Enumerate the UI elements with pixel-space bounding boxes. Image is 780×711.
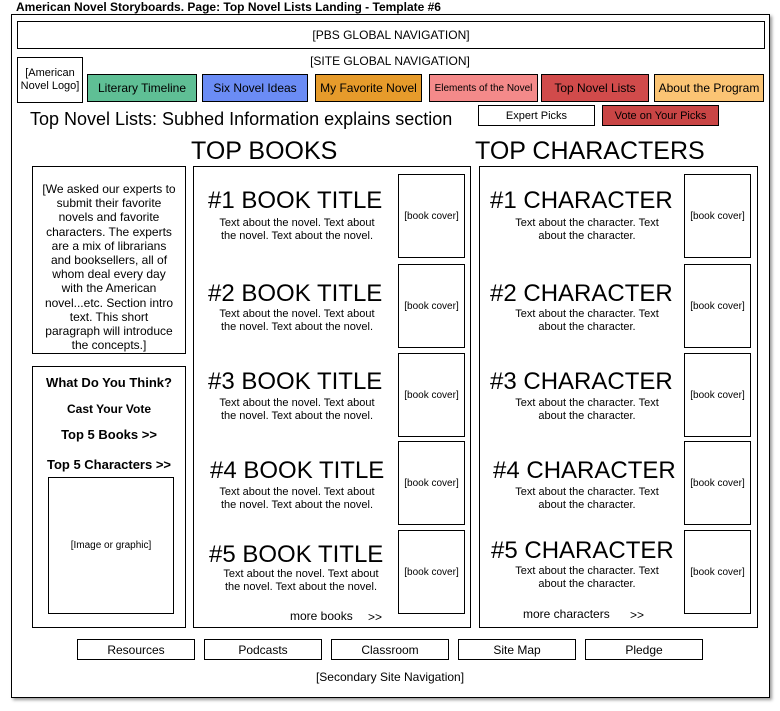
footer-site-map-button[interactable]: Site Map — [458, 639, 576, 660]
cast-your-vote-label: Cast Your Vote — [66, 402, 152, 416]
tab-about-the-program[interactable]: About the Program — [654, 74, 764, 102]
character-text-2: Text about the character. Text about the character. — [515, 308, 659, 333]
more-characters-link[interactable]: more characters — [523, 607, 610, 621]
book-title-2[interactable]: #2 BOOK TITLE — [208, 280, 383, 307]
character-text-1: Text about the character. Text about the character. — [515, 217, 659, 242]
more-books-arrow[interactable]: >> — [368, 610, 383, 624]
book-title-5[interactable]: #5 BOOK TITLE — [209, 541, 384, 568]
character-title-5[interactable]: #5 CHARACTER — [491, 537, 674, 564]
section-subhead: Top Novel Lists: Subhed Information explains section — [30, 109, 453, 129]
vote-question: What Do You Think? — [46, 375, 172, 390]
top-characters-heading: TOP CHARACTERS — [475, 137, 705, 165]
book-cover-1[interactable]: [book cover] — [398, 174, 465, 258]
character-cover-5[interactable]: [book cover] — [684, 530, 751, 614]
book-text-2: Text about the novel. Text about the novel. Text about the novel. — [219, 308, 375, 333]
pbs-global-navigation[interactable]: [PBS GLOBAL NAVIGATION] — [17, 21, 765, 49]
footer-podcasts-button[interactable]: Podcasts — [204, 639, 322, 660]
book-cover-5[interactable]: [book cover] — [398, 530, 465, 614]
character-text-5: Text about the character. Text about the character. — [515, 565, 659, 590]
top-characters-list — [479, 166, 758, 628]
tab-six-novel-ideas[interactable]: Six Novel Ideas — [202, 74, 308, 102]
secondary-site-navigation[interactable]: [Secondary Site Navigation] — [315, 670, 465, 684]
character-cover-3[interactable]: [book cover] — [684, 353, 751, 437]
tab-top-novel-lists[interactable]: Top Novel Lists — [541, 74, 649, 102]
character-cover-2[interactable]: [book cover] — [684, 264, 751, 348]
footer-resources-button[interactable]: Resources — [77, 639, 195, 660]
footer-pledge-button[interactable]: Pledge — [585, 639, 703, 660]
top-5-books-link[interactable]: Top 5 Books >> — [61, 427, 157, 442]
book-text-1: Text about the novel. Text about the novel. Text about the novel. — [219, 217, 375, 242]
image-placeholder: [Image or graphic] — [48, 477, 174, 614]
tab-literary-timeline[interactable]: Literary Timeline — [87, 74, 197, 102]
book-title-3[interactable]: #3 BOOK TITLE — [208, 368, 383, 395]
book-text-3: Text about the novel. Text about the novel. Text about the novel. — [219, 397, 375, 422]
book-text-4: Text about the novel. Text about the novel. Text about the novel. — [219, 486, 375, 511]
book-title-1[interactable]: #1 BOOK TITLE — [208, 187, 383, 214]
site-logo[interactable]: [American Novel Logo] — [17, 57, 83, 103]
tab-elements-of-the-novel[interactable]: Elements of the Novel — [429, 74, 538, 102]
more-characters-arrow[interactable]: >> — [630, 608, 645, 622]
tab-my-favorite-novel[interactable]: My Favorite Novel — [315, 74, 422, 102]
more-books-link[interactable]: more books — [290, 609, 353, 623]
character-cover-4[interactable]: [book cover] — [684, 441, 751, 525]
book-text-5: Text about the novel. Text about the novel. Text about the novel. — [223, 568, 379, 593]
top-5-characters-link[interactable]: Top 5 Characters >> — [46, 457, 172, 472]
book-cover-4[interactable]: [book cover] — [398, 441, 465, 525]
character-title-1[interactable]: #1 CHARACTER — [490, 187, 673, 214]
book-cover-3[interactable]: [book cover] — [398, 353, 465, 437]
character-title-4[interactable]: #4 CHARACTER — [493, 457, 676, 484]
page-title: American Novel Storyboards. Page: Top Novel Lists Landing - Template #6 — [16, 0, 441, 14]
character-title-3[interactable]: #3 CHARACTER — [490, 368, 673, 395]
footer-classroom-button[interactable]: Classroom — [331, 639, 449, 660]
character-title-2[interactable]: #2 CHARACTER — [490, 280, 673, 307]
top-books-list — [193, 166, 471, 628]
vote-on-your-picks-button[interactable]: Vote on Your Picks — [602, 105, 719, 126]
character-text-4: Text about the character. Text about the character. — [515, 486, 659, 511]
book-cover-2[interactable]: [book cover] — [398, 264, 465, 348]
top-books-heading: TOP BOOKS — [191, 137, 338, 165]
section-intro-text: [We asked our experts to submit their favorite novels and favorite characters. The experts are a mix of librarians and booksellers, all of whom deal every day with the American novel...etc. Section intro text. This short paragraph will introduce the concepts.] — [32, 166, 186, 354]
book-title-4[interactable]: #4 BOOK TITLE — [210, 457, 385, 484]
site-global-navigation[interactable]: [SITE GLOBAL NAVIGATION] — [310, 54, 470, 68]
character-cover-1[interactable]: [book cover] — [684, 174, 751, 258]
expert-picks-button[interactable]: Expert Picks — [478, 105, 595, 126]
character-text-3: Text about the character. Text about the character. — [515, 397, 659, 422]
